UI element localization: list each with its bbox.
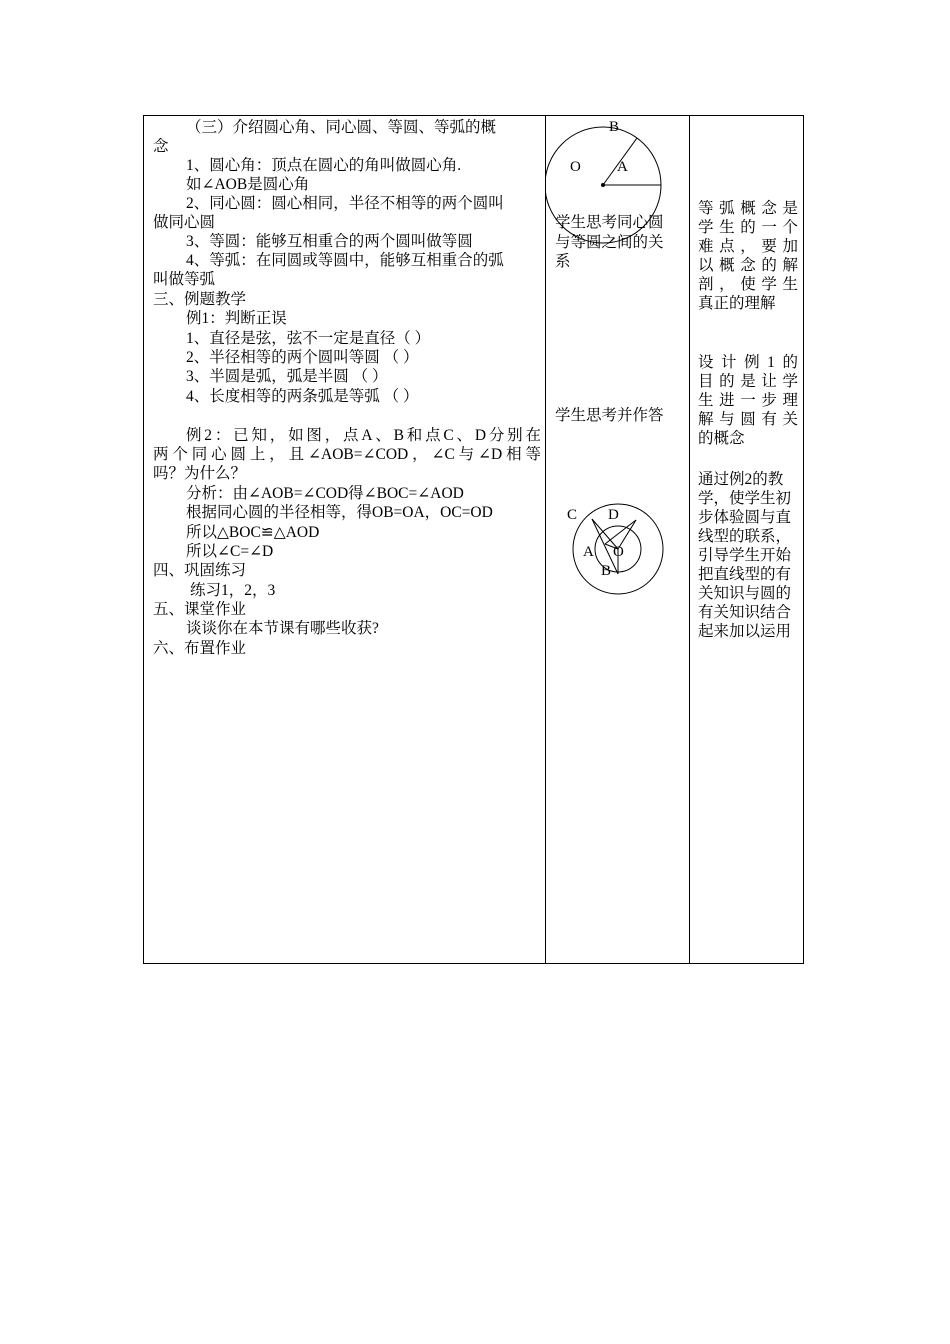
note-line: 等弧概念是 [698, 200, 798, 217]
note-line: 有关知识结合 [698, 604, 792, 621]
analysis-line: 所以△BOC≌△AOD [186, 524, 320, 541]
column-divider [689, 116, 690, 963]
note-line: 目的是让学 [698, 373, 798, 390]
note-line: 设计例1的 [698, 354, 798, 371]
label-a: A [617, 159, 628, 175]
label-d: D [608, 507, 619, 523]
definition-central-angle: 1、圆心角：顶点在圆心的角叫做圆心角. [186, 157, 462, 174]
note-line: 把直线型的有 [698, 566, 792, 583]
question-item: 2、半径相等的两个圆叫等圆 （ ） [186, 349, 419, 366]
example-2-text: 例2：已知，如图，点A、B和点C、D分别在 [186, 427, 541, 444]
note-line: 以概念的解 [698, 257, 798, 274]
text-line: 如∠AOB是圆心角 [186, 176, 310, 193]
note-line: 关知识与圆的 [698, 585, 792, 602]
section-heading: 五、课堂作业 [153, 601, 247, 618]
label-o: O [613, 544, 624, 560]
label-o: O [570, 159, 581, 175]
center-point [601, 183, 605, 187]
text-line: 练习1，2，3 [190, 582, 276, 599]
question-item: 4、长度相等的两条弧是等弧 （ ） [186, 388, 419, 405]
question-item: 1、直径是弦，弦不一定是直径（ ） [186, 330, 431, 347]
note-line: 通过例2的教 [698, 471, 784, 488]
section-heading: （三）介绍圆心角、同心圆、等圆、等弧的概 [186, 119, 497, 136]
lesson-plan-table [143, 115, 804, 964]
note-line: 起来加以运用 [698, 623, 792, 640]
analysis-line: 分析：由∠AOB=∠COD得∠BOC=∠AOD [186, 485, 464, 502]
activity-text: 与等圆之间的关 [555, 234, 664, 251]
note-line: 线型的联系， [698, 528, 792, 545]
text-line: 念 [153, 138, 169, 155]
analysis-line: 根据同心圆的半径相等，得OB=OA，OC=OD [186, 504, 493, 521]
note-line: 学，使学生初 [698, 490, 792, 507]
text-line: 做同心圆 [153, 214, 216, 231]
label-b: B [601, 563, 612, 579]
note-line: 学生的一个 [698, 219, 798, 236]
analysis-line: 所以∠C=∠D [186, 543, 274, 560]
section-heading: 三、例题教学 [153, 291, 247, 308]
note-line: 难点，要加 [698, 238, 798, 255]
section-heading: 六、布置作业 [153, 640, 247, 657]
definition-concentric-circles: 2、同心圆：圆心相同，半径不相等的两个圆叫 [186, 195, 504, 212]
activity-text: 学生思考并作答 [555, 407, 664, 424]
note-example-1 [698, 353, 798, 448]
segment-ad [605, 520, 636, 544]
definition-equal-circles: 3、等圆：能够互相重合的两个圆叫做等圆 [186, 233, 473, 250]
activity-text: 系 [555, 253, 571, 270]
example-heading: 例1：判断正误 [186, 310, 287, 327]
definition-equal-arcs: 4、等弧：在同圆或等圆中，能够互相重合的弧 [186, 252, 504, 269]
note-equal-arcs [698, 199, 798, 313]
text-line: 谈谈你在本节课有哪些收获? [186, 620, 379, 637]
note-line: 解与圆有关 [698, 411, 798, 428]
note-line: 生进一步理 [698, 392, 798, 409]
note-line: 步体验圆与直 [698, 509, 792, 526]
note-line: 剖，使学生 [698, 276, 798, 293]
text-line: 叫做等弧 [153, 271, 216, 288]
note-line: 真正的理解 [698, 295, 776, 312]
note-example-2 [698, 470, 798, 641]
note-line: 的概念 [698, 430, 745, 447]
label-c: C [567, 507, 578, 523]
text-line: 吗？为什么？ [153, 465, 247, 482]
label-b: B [609, 119, 620, 135]
note-line: 引导学生开始 [698, 547, 792, 564]
example-2-text: 两个同心圆上，且∠AOB=∠COD，∠C与∠D相等 [153, 446, 541, 463]
activity-text: 学生思考同心圆 [555, 214, 664, 231]
figures-svg [545, 116, 689, 636]
question-item: 3、半圆是弧，弧是半圆 （ ） [186, 368, 388, 385]
label-a: A [583, 544, 594, 560]
section-heading: 四、巩固练习 [153, 562, 247, 579]
